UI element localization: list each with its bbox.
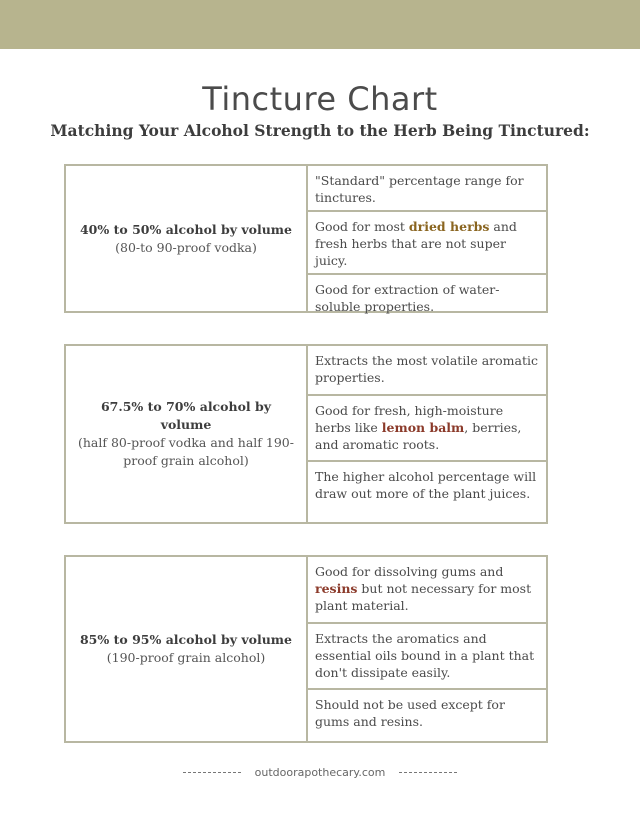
property-text: Good for dissolving gums and <box>315 564 504 579</box>
footer-divider-left <box>183 772 241 773</box>
page-title: Tincture Chart <box>202 80 438 118</box>
herb-highlight: dried herbs <box>408 219 490 234</box>
tincture-table-2 <box>64 344 548 524</box>
herb-highlight: resins <box>315 581 358 596</box>
herb-highlight: lemon balm <box>381 420 465 435</box>
alcohol-strength-label: 40% to 50% alcohol by volume <box>79 221 292 237</box>
footer-website[interactable]: outdoorapothecary.com <box>254 766 386 779</box>
alcohol-strength-detail: (half 80-proof vodka and half 190-proof grain alcohol) <box>78 435 294 468</box>
property-text: and fresh herbs that are not super juicy. <box>315 219 517 268</box>
properties-column <box>308 346 546 522</box>
alcohol-strength-cell <box>66 346 308 522</box>
property-text: Extracts the aromatics and essential oils bound in a plant that don't dissipate easily. <box>315 631 535 680</box>
alcohol-strength-text <box>76 221 296 257</box>
property-text: but not necessary for most plant material. <box>315 581 532 613</box>
property-cell <box>308 275 546 319</box>
alcohol-strength-cell <box>66 557 308 741</box>
property-text: , berries, and aromatic roots. <box>315 420 522 452</box>
alcohol-strength-label: 67.5% to 70% alcohol by volume <box>100 399 272 432</box>
alcohol-strength-detail: (190-proof grain alcohol) <box>106 650 266 665</box>
property-text: The higher alcohol percentage will draw out more of the plant juices. <box>315 469 537 501</box>
page-subtitle: Matching Your Alcohol Strength to the Herb Being Tinctured: <box>50 121 590 140</box>
property-cell <box>308 396 546 462</box>
top-banner <box>0 0 640 49</box>
alcohol-strength-detail: (80-to 90-proof vodka) <box>115 239 257 255</box>
property-cell <box>308 212 546 275</box>
property-text: Good for extraction of water-soluble properties. <box>315 282 500 314</box>
property-text: Should not be used except for gums and resins. <box>315 697 505 729</box>
properties-column <box>308 557 546 741</box>
property-cell <box>308 557 546 624</box>
alcohol-strength-label: 85% to 95% alcohol by volume <box>79 632 292 647</box>
property-text: "Standard" percentage range for tinctures. <box>315 173 524 205</box>
property-text: Good for most <box>315 219 409 234</box>
footer-divider-right <box>399 772 457 773</box>
footer <box>0 766 640 779</box>
property-text: Good for fresh, high-moisture herbs like <box>315 403 504 435</box>
tincture-table-3 <box>64 555 548 743</box>
property-cell <box>308 690 546 741</box>
property-cell <box>308 624 546 690</box>
properties-column <box>308 166 546 314</box>
property-text: Extracts the most volatile aromatic properties. <box>315 353 538 385</box>
property-cell <box>308 166 546 212</box>
alcohol-strength-cell <box>66 166 308 311</box>
tincture-table-1 <box>64 164 548 313</box>
property-cell <box>308 462 546 522</box>
property-cell <box>308 346 546 396</box>
